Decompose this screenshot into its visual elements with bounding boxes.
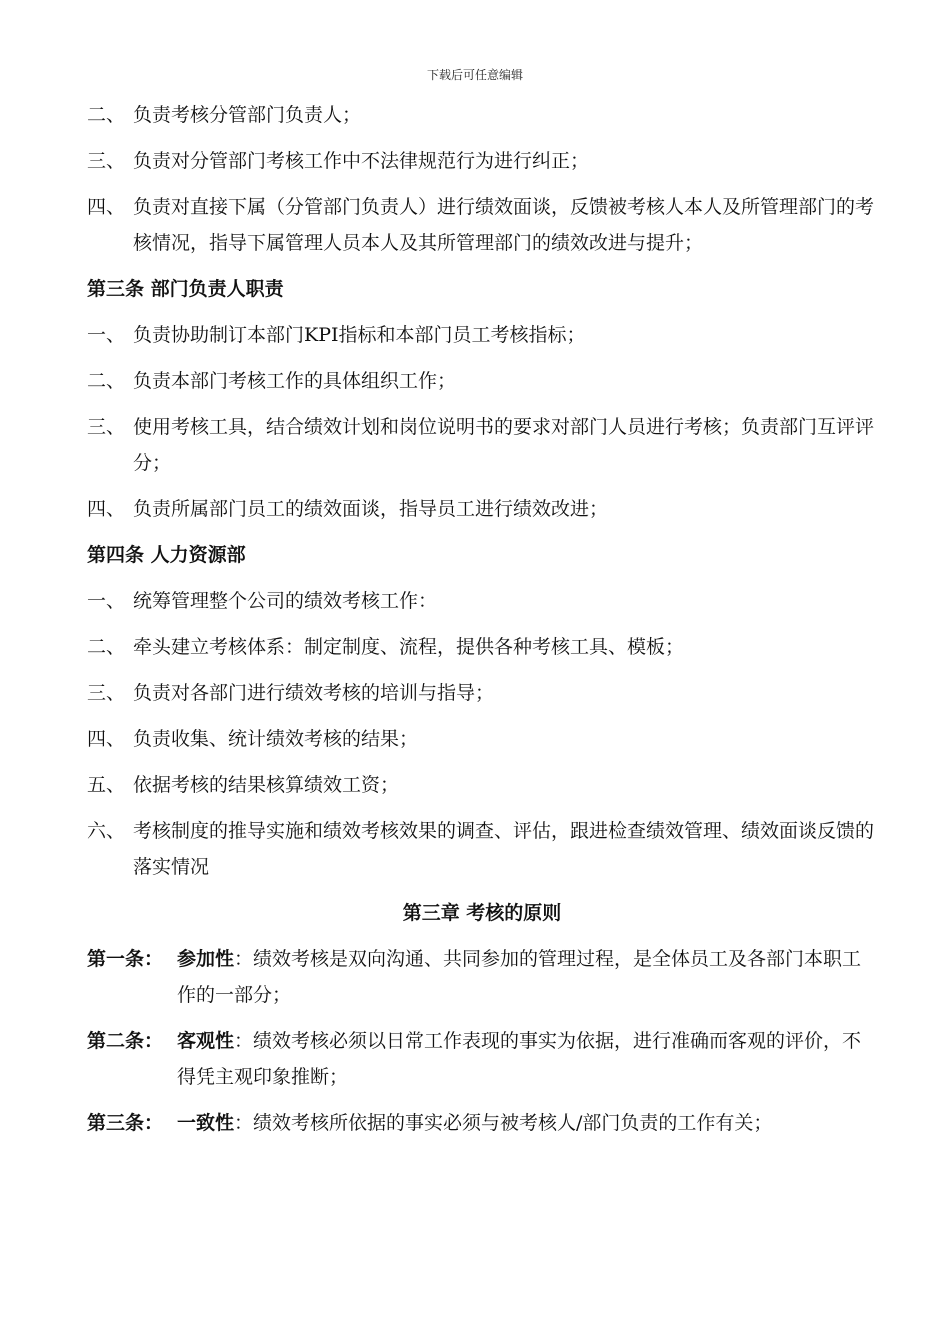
item-number: 四、 — [87, 498, 126, 520]
item-number: 一、 — [87, 590, 126, 612]
list-item — [87, 813, 877, 885]
item-number: 三、 — [87, 150, 126, 172]
list-item — [87, 409, 877, 481]
list-item — [87, 143, 877, 179]
item-number: 二、 — [87, 104, 126, 126]
item-text: 负责协助制订本部门KPI指标和本部门员工考核指标； — [133, 324, 586, 346]
list-item — [87, 675, 877, 711]
item-text: 负责考核分管部门负责人； — [133, 104, 362, 126]
item-number: 五、 — [87, 774, 126, 796]
principle-number: 第二条： — [87, 1030, 164, 1052]
item-number: 四、 — [87, 728, 126, 750]
list-item — [87, 629, 877, 665]
item-text: 负责本部门考核工作的具体组织工作； — [133, 370, 457, 392]
item-text: 负责所属部门员工的绩效面谈，指导员工进行绩效改进； — [133, 498, 609, 520]
principle-text: ：绩效考核是双向沟通、共同参加的管理过程，是全体员工及各部门本职工作的一部分； — [177, 948, 862, 1006]
principle-number: 第一条： — [87, 948, 164, 970]
item-text: 使用考核工具，结合绩效计划和岗位说明书的要求对部门人员进行考核；负责部门互评评分； — [133, 416, 875, 474]
item-text: 考核制度的推导实施和绩效考核效果的调查、评估，跟进检查绩效管理、绩效面谈反馈的落实情况 — [133, 820, 875, 878]
item-text: 负责对分管部门考核工作中不法律规范行为进行纠正； — [133, 150, 590, 172]
item-text: 负责收集、统计绩效考核的结果； — [133, 728, 419, 750]
item-number: 一、 — [87, 324, 126, 346]
item-text: 依据考核的结果核算绩效工资； — [133, 774, 400, 796]
article-heading: 第四条 人力资源部 — [87, 544, 246, 566]
item-number: 二、 — [87, 636, 126, 658]
item-number: 三、 — [87, 416, 126, 438]
item-number: 三、 — [87, 682, 126, 704]
principle-number: 第三条： — [87, 1112, 164, 1134]
principle-text: ：绩效考核必须以日常工作表现的事实为依据，进行准确而客观的评价，不得凭主观印象推断； — [177, 1030, 862, 1088]
item-number: 六、 — [87, 820, 126, 842]
principle-name: 参加性 — [177, 948, 235, 970]
page-header: 下载后可任意编辑 — [426, 68, 523, 82]
list-item — [87, 491, 877, 527]
list-item — [87, 363, 877, 399]
principle-item — [87, 1023, 877, 1095]
item-number: 二、 — [87, 370, 126, 392]
article-heading: 第三条 部门负责人职责 — [87, 278, 284, 300]
list-item — [87, 317, 877, 353]
principle-name: 客观性 — [177, 1030, 235, 1052]
principle-item — [87, 1105, 877, 1141]
item-text: 牵头建立考核体系：制定制度、流程，提供各种考核工具、模板； — [133, 636, 685, 658]
principle-name: 一致性 — [177, 1112, 235, 1134]
item-text: 统筹管理整个公司的绩效考核工作： — [133, 590, 438, 612]
list-item — [87, 97, 877, 133]
principle-item — [87, 941, 877, 1013]
list-item — [87, 767, 877, 803]
list-item — [87, 583, 877, 619]
principle-text: ：绩效考核所依据的事实必须与被考核人/部门负责的工作有关； — [234, 1112, 773, 1134]
item-text: 负责对各部门进行绩效考核的培训与指导； — [133, 682, 495, 704]
chapter-heading: 第三章 考核的原则 — [402, 902, 562, 924]
item-text: 负责对直接下属（分管部门负责人）进行绩效面谈，反馈被考核人本人及所管理部门的考核情况，指导下属管理人员本人及其所管理部门的绩效改进与提升； — [133, 196, 875, 254]
list-item — [87, 721, 877, 757]
item-number: 四、 — [87, 196, 126, 218]
list-item — [87, 189, 877, 261]
document-body — [87, 97, 877, 1151]
